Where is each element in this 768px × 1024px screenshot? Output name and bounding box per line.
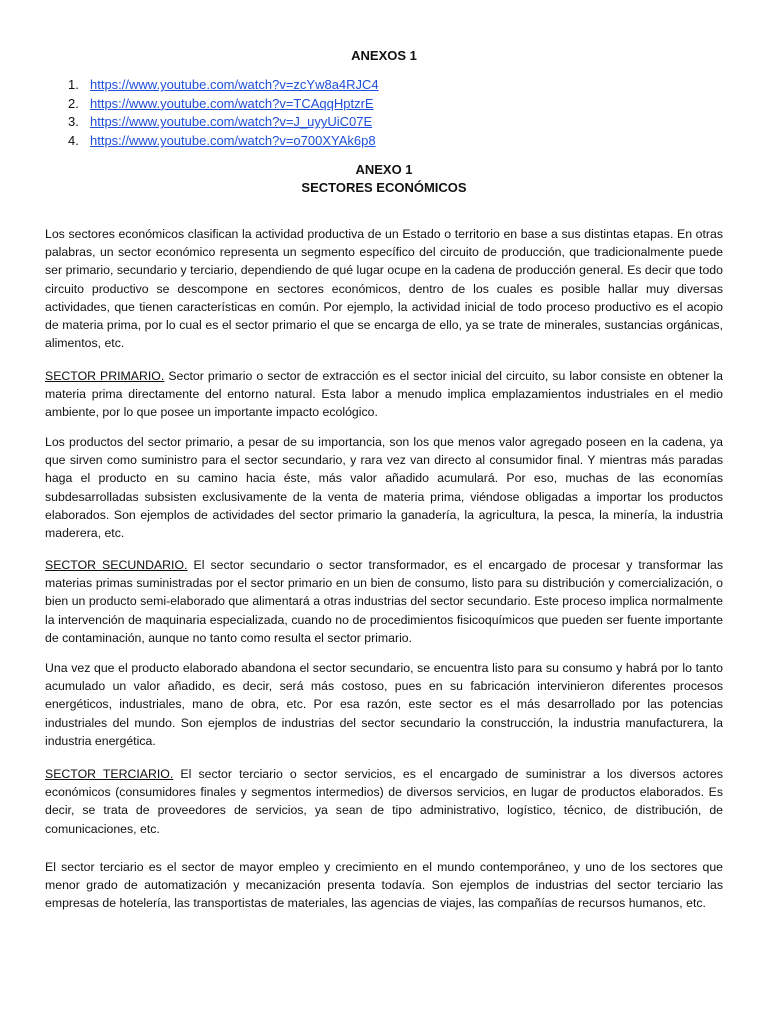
terciario-heading: SECTOR TERCIARIO. <box>45 767 174 781</box>
primario-paragraph <box>45 367 723 422</box>
primario-paragraph-2: Los productos del sector primario, a pesar de su importancia, son los que menos valor agregado poseen en la cadena, ya que sirven como suministro para el sector secundario, y rara vez van directo al consumidor final. Y mientras más paradas haga el producto en su camino hacia éste, más valor añadido acumulará. Por eso, muchas de las economías subdesarrolladas subsisten exclusivamente de la venta de materia prima, viéndose obligadas a importar los productos elaborados. Son ejemplos de actividades del sector primario la ganadería, la agricultura, la pesca, la minería, la industria maderera, etc. <box>45 435 723 541</box>
list-item <box>68 113 379 132</box>
primario-text: Sector primario o sector de extracción es el sector inicial del circuito, su labor consiste en obtener la materia prima directamente del entorno natural. Esta labor a menudo implica emplazamientos industriales en el medio ambiente, por lo que posee un importante impacto ecológico. <box>45 369 723 420</box>
terciario-paragraph-2: El sector terciario es el sector de mayor empleo y crecimiento en el mundo contemporáneo, y uno de los sectores que menor grado de automatización y mecanización presenta todavía. Son ejemplos de industrias del sector terciario las empresas de hotelería, las transportistas de materiales, las agencias de viajes, las compañías de recursos humanos, etc. <box>45 860 723 911</box>
youtube-link-2[interactable]: https://www.youtube.com/watch?v=TCAqqHptzrE <box>90 95 374 111</box>
secundario-paragraph <box>45 556 723 647</box>
sectores-title: SECTORES ECONÓMICOS <box>301 180 467 195</box>
terciario-paragraph <box>45 765 723 838</box>
youtube-link-1[interactable]: https://www.youtube.com/watch?v=zcYw8a4RJC4 <box>90 77 379 92</box>
list-number: 1. <box>68 77 79 92</box>
intro-paragraph: Los sectores económicos clasifican la actividad productiva de un Estado o territorio en base a sus distintas etapas. En otras palabras, un sector económico representa un segmento específico del circuito de producción, que tradicionalmente puede ser primario, secundario y terciario, dependiendo de qué lugar ocupe en la cadena de producción general. Es decir que todo circuito productivo se descompone en sectores económicos, dentro de los cuales es posible hallar muy diversas actividades, que tienen características en común. Por ejemplo, la actividad inicial de todo proceso productivo es el acopio de materia prima, por lo cual es el sector primario el que se encarga de ello, ya se trate de minerales, sustancias orgánicas, alimentos, etc. <box>45 227 723 351</box>
list-item <box>68 132 379 151</box>
secundario-heading: SECTOR SECUNDARIO. <box>45 558 188 572</box>
list-number: 2. <box>68 95 79 111</box>
secundario-text: El sector secundario o sector transformador, es el encargado de procesar y transformar las materias primas suministradas por el sector primario en un bien de consumo, listo para su distribución y comercialización, o bien un producto semi-elaborado que alimentará a otras industrias del sector secundario. Este proceso implica normalmente la intervención de maquinaria especializada, cuando no de procedimientos fisicoquímicos que pueden ser fuente importante de contaminación, aunque no tanto como resulta el sector primario. <box>45 558 724 645</box>
list-item <box>68 95 379 114</box>
anexos-title: ANEXOS 1 <box>351 48 417 63</box>
list-number: 3. <box>68 114 79 130</box>
link-list <box>68 76 379 151</box>
terciario-text: El sector terciario o sector servicios, es el encargado de suministrar a los diversos actores económicos (consumidores finales y segmentos intermedios) de diversos servicios, en lugar de productos elaborados. Es decir, se trata de proveedores de servicios, ya sean de tipo administrativo, logístico, técnico, de distribución, de comunicaciones, etc. <box>45 767 723 836</box>
youtube-link-4[interactable]: https://www.youtube.com/watch?v=o700XYAk6p8 <box>90 133 376 149</box>
primario-heading: SECTOR PRIMARIO. <box>45 369 165 383</box>
secundario-paragraph-2: Una vez que el producto elaborado abandona el sector secundario, se encuentra listo para su consumo y habrá por lo tanto acumulado un valor añadido, es decir, será más costoso, pues en su fabricación intervinieron diferentes procesos energéticos, industriales, mano de obra, etc. Por esa razón, este sector es el más desarrollado por las potencias industriales del mundo. Son ejemplos de industrias del sector secundario la construcción, la industria manufacturera, la industria energética. <box>45 661 723 748</box>
youtube-link-3[interactable]: https://www.youtube.com/watch?v=J_uyyUiC07E <box>90 114 373 130</box>
list-item <box>68 76 379 95</box>
list-number: 4. <box>68 133 79 149</box>
anexo-title: ANEXO 1 <box>355 162 413 177</box>
